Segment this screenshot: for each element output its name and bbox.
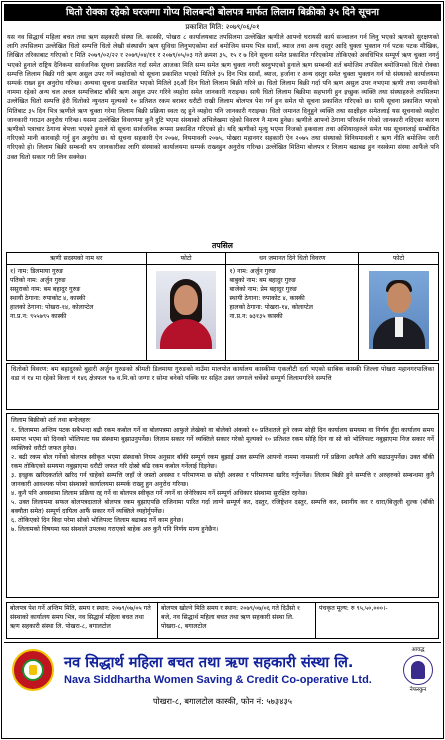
borrower-line: हालको ठेगाना: पोखरा-१४, कोलाप्टेल — [10, 304, 94, 311]
borrower-line: ससुराको नाम: बम बहादुर गुरुङ — [10, 286, 81, 293]
guarantor-line: बाबुको नाम: बम बहादुर गुरुङ — [229, 277, 296, 284]
affiliation-label: आवद्ध — [411, 647, 425, 653]
org-name-nepali: नव सिद्धार्थ महिला बचत तथा ऋण सहकारी संस्था लि. — [64, 654, 354, 671]
condition-item: ३. इच्छुक खरिदकर्ताले खरिद गर्न चाहेको सम्पत्ति जहाँ जे जस्तो अवस्था र परिमाणमा छ सोही अवस्था र परिमाणमा खरिद गर्नुपर्नेछ। लिलाम बिक्री हुने सम्पत्ति र अरुहरुको सम्बन्धमा कुनै जानकारी आवश्यक परेमा संस्थाको कार्यालयमा सम्पर्क राख्नु हुन अनुरोध गरिन्छ। — [11, 472, 434, 488]
header-borrower: ऋणी सदस्यको नाम थर — [7, 253, 147, 265]
borrower-details — [7, 265, 147, 361]
borrower-line: ना.प्र.न: ९५५७९५ कास्की — [10, 313, 67, 320]
notice-body: यस नव सिद्धार्थ महिला बचत तथा ऋण सहकारी संस्था लि. कास्की, पोखरा ८ कार्यालयबाट तपसिलमा उल्लेखित ऋणीले आफ्नो घरायसी कार्य सञ्चालन गर्न लिनु भएको ऋणको सुरक्षणको लागि तपसिलमा उल्लेखित धितो सम्पत्ति धितो लेखी संस्थासँग ऋण सुविधा लिनुभएकोमा शर्त बमोजिम समय भित्र सावाँ, ब्याज तथा अन्य दस्तुर आदि चुक्ता भुक्तान गर्न पटक पटक मौखिक, लिखित तरिकाबाट गरिएको र मिति २०७९/०२/२२ र २०७९/०४/११ र २०७९/०५/०३ गते क्रमश ३५, १५ र ७ दिने सूचना समेत प्रकाशित गरिएकोमा तोकिएको अवधिभित्र सम्पूर्ण ऋण चुक्ता नगर्नु भएको हुनाले राष्ट्रिय दैनिकमा सार्वजनिक सूचना प्रकाशित गर्दा समेत आजका मिति सम्म समेत ऋण चुक्ता नगरी बस्नुभएको हुनाले ऋण सम्बन्धी शर्त बमोजिम तपसिल बमोजिमको धितो रोक्का सम्पत्ति लिलाम बिक्री गरी ऋण असुल उपर गर्ने व्यहोराको यो सूचना प्रकाशित भएको मितिले ३५ दिन भित्र सावाँ, ब्याज, हर्जाना र अन्य दस्तुर समेत चुक्ता भुक्तान गर्न यो संस्थाको कार्यालयमा सम्पर्क राख्न हुन अनुरोध गरिन्छ। अन्यथा सूचना प्रकाशित भएको मितिले ३६औं दिन धितो लिलाम बिक्री गरिने छ। धितो लिलाम बिक्री गर्दा पनि ऋण असुल उपर नभएमा ऋणी तथा जमानीको नाममा रहेको अन्य चल अचल सम्पत्तिबाट बाँकी ऋण असुल उपर गरिने व्यहोरा समेत जानकारी गराइन्छ। साथै धितो लिलाम बिक्रीमा सहभागी हुन इच्छुक व्यक्ति तथा संस्थाहरुले तपसिलमा उल्लेखित धितो सम्पत्ति हेरी धितोको न्युनतम मूल्यको १० प्रतिशत रकम बराबर धरौटी राखी लिलाम बोलपत्र पेश गर्न हुन समेत यो सूचना प्रकाशित गरिएको छ। साथै सूचना प्रकाशित भएको मितिबाट ३५ दिन भित्र ऋणीले ऋण चुक्ता गरेमा लिलाम बिक्री प्रक्रिया स्वतः रद्द हुने व्यहोरा पनि जानकारी गराइन्छ। धितो जमानत दिनुहुने व्यक्ति तथा साक्षीहरु समेतलाई यस सूचनाको व्यहोरा जानकारी गराउन अनुरोध गरिन्छ। यसमा उल्लेखित विवरणमा कुनै त्रुटि भएमा संस्थाको अभिलेखमा रहेको विवरण नै मान्य हुनेछ। ऋणीले आफ्नो ठेगाना परिवर्तन गरेको जानकारी नदिएका कारण ऋणीको पत्राचार ठेगाना बेपत्ता भएको हुनाले यो सूचना सार्वजनिक रूपमा प्रकाशित गरिएको हो। यदि ऋणीको मृत्यु भएमा निजको हकवाला तथा अंशियारहरुले समेत यस सूचनालाई सम्बोधित गरिएको मानी कारवाही गर्नु हुन अनुरोध छ। यो सूचना सहकारी ऐन २०७४, नियमावली २०७५, पोखरा महानगर सहकारी ऐन २०७५ तथा संस्थाको विनियमावली र ऋण नीति बमोजिम जारी गरिएको हो। लिलाम बिक्री सम्बन्धी थप जानकारीका लागि संस्थाको कार्यालयमा सम्पर्क राख्नहुन अनुरोध गरिन्छ। उल्लेखित मितिमा बोलपत्र र लिलाम बढाबढ हुन नसकेमा संस्था आफैंले पनि उक्त धितो सकार गरी लिन सक्नेछ। — [7, 34, 439, 161]
schedule-table — [6, 252, 439, 361]
footer — [4, 642, 441, 736]
guarantor-line: बाजेको नाम: प्रेम बहादुर गुरुङ — [229, 286, 297, 293]
schedule-row — [7, 265, 439, 361]
condition-item: ५. उक्त लिलाममा सफल बोलपत्रदाताले बोलपत्र रकम बुझाएपछि राजिनामा पारित गर्दा लाग्ने सम्पूर्ण कर, दस्तुर, रजिष्ट्रेशन दस्तुर, सम्पत्ति कर, स्थानीय कर र धारा/बिजुली शुल्क (बाँकी बक्यौता समेत) सम्पूर्ण दायित्व आफैं सकार गर्ने व्यक्तिले व्यहोर्नुपर्नेछ। — [11, 499, 434, 515]
conditions-box — [6, 413, 439, 598]
condition-item: ६. तोकिएको दिन बिदा परेमा सोको भोलिपल्ट लिलाम बढाबढ गर्ने काम हुनेछ। — [11, 517, 184, 524]
notice-page — [1, 1, 444, 739]
conditions-list — [11, 426, 434, 534]
affiliation-name: नेफस्कुन — [409, 687, 427, 693]
guarantor-line: ना.प्र.न: ७३१३५ कास्की — [229, 313, 283, 320]
header-borrower-photo: फोटो — [146, 253, 226, 265]
conditions-title: लिलाम बिक्रीको शर्त तथा बन्देजहरुः — [11, 417, 91, 424]
schedule-header-row — [7, 253, 439, 265]
borrower-photo — [156, 271, 216, 349]
condition-item: १. लिलाममा अन्तिम पटक सबैभन्दा बढी रकम कबोल गर्ने वा बोलपत्रमा आफुले लेखेको वा बोलेको अंकको १० प्रतिशतले हुने रकम सोही दिन कार्यालय समयमा वा निर्णय हुँदा कार्यालय समय समाप्त भएमा सो दिनको भोलिपल्ट यस संस्थामा बुझाउनुपर्नेछ। लिलाम सकार गर्ने व्यक्तिले सकार गरेको मूल्यको १० प्रतिशत रकम सोहि दिन वा सो को भोलिपल्ट नबुझाएमा निज सकार गर्ने व्यक्तिको धरौटी जफत हुनेछ। — [11, 427, 434, 452]
guarantor-photo-cell — [359, 265, 439, 361]
guarantor-photo — [369, 271, 429, 349]
org-name-english: Nava Siddhartha Women Saving & Credit Co-operative Ltd. — [64, 674, 372, 686]
condition-item: ७. लिलामको विषयमा यस संस्थाले उपलब्ध गराएको बाहेक अरु कुनै पनि निर्णय मान्य हुनेछैन। — [11, 526, 219, 533]
bid-opening-box: बोलपत्र खोल्ने मिति समय र स्थान: २०७९/०७/०६ गते दिउँसो १ बजे, नव सिद्धार्थ महिला बचत तथा ऋण सहकारी संस्था लि. पोखरा-८, बगालटोल — [158, 602, 316, 639]
org-address: पोखरा-८, बगालटोल कास्की, फोन नं: ५७३४३५ — [153, 696, 292, 706]
collateral-note: धितोको विवरण: बम बहादुरको बुहारी अर्जुन गुरुङको श्रीमती डिलमाया गुरुङको नाउँमा मालपोत कार्यालय कास्कीमा एकलौटी दर्ता भएको साबिक कास्की जिल्ला पोखरा महानगरपालिका वडा नं १४ मा रहेको कित्ता नं १४६ क्षेत्रफल ९७ व.मि.को जग्गा र सोमा बनेको पक्कि घर सहित उक्त जग्गाले चर्चेको सम्पूर्ण लिलामगरिने सम्पत्ति — [6, 363, 439, 410]
guarantor-line: हालको ठेगाना: पोखरा-१४, कोलाप्टेल — [229, 304, 313, 311]
bid-info-boxes — [6, 602, 439, 639]
publication-date: प्रकाशित मिति: २०७९/०६/०१ — [185, 23, 260, 31]
condition-item: २. बढी रकम बोल गर्नेको बोलपत्र स्वीकृत भएमा संस्थाको नियम अनुसार बाँकी सम्पूर्ण रकम बुझाई उक्त सम्पत्ति आफ्नो नाममा नामसारी गर्ने प्रक्रिया आफैले अघि बढाउनुपर्नेछ। उक्त बाँकी रकम तोकिएको समयमा नबुझाएमा धरौटी जफत गरि दोस्रो बढि रकम कबोल गर्नेलाई दिइनेछ। — [11, 454, 434, 470]
schedule-heading: तपसिल — [212, 241, 233, 250]
valuation-box: पंचकृत मूल्य: रु ९५,५०,०००।- — [316, 602, 439, 639]
borrower-line: स्थायी ठेगाना: रुपाकोट ४, कास्की — [10, 295, 86, 302]
affiliation-logo — [399, 645, 437, 693]
borrower-line: १) नाम: डिलमाया गुरुङ — [10, 268, 64, 275]
header-guarantor: धन जमानत दिने धितो विवरण — [226, 253, 359, 265]
nefscun-logo-icon — [403, 655, 433, 685]
guarantor-line: स्थायी ठेगाना: रुपाकोट ४, कास्की — [229, 295, 305, 302]
borrower-line: पतिको नाम: अर्जुन गुरुङ — [10, 277, 66, 284]
bid-submission-box: बोलपत्र पेश गर्ने अन्तिम मिति, समय र स्थान: २०७९/०७/०५ गते संस्थाको कार्यालय समय भित्र, नव सिद्धार्थ महिला बचत तथा ऋण सहकारी संस्था लि. पोखरा-८, बगालटोल — [6, 602, 158, 639]
guarantor-line: १) नाम: अर्जुन गुरुङ — [229, 268, 276, 275]
condition-item: ४. कुनै पनि अवस्थामा लिलाम प्रक्रिया रद्द गर्ने वा बोलपत्र स्वीकृत गर्ने नगर्ने वा जेनेरिकाम गर्ने सम्पूर्ण अधिकार संस्थामा सुरक्षित रहनेछ। — [11, 490, 308, 497]
borrower-photo-cell — [146, 265, 226, 361]
cooperative-logo-icon — [12, 649, 54, 691]
notice-title: धितो रोक्का रहेको घरजग्गा गोप्य शिलबन्दी बोलपत्र मार्फत लिलाम बिक्रीको ३५ दिने सूचना — [4, 4, 441, 21]
guarantor-details — [226, 265, 359, 361]
header-guarantor-photo: फोटो — [359, 253, 439, 265]
